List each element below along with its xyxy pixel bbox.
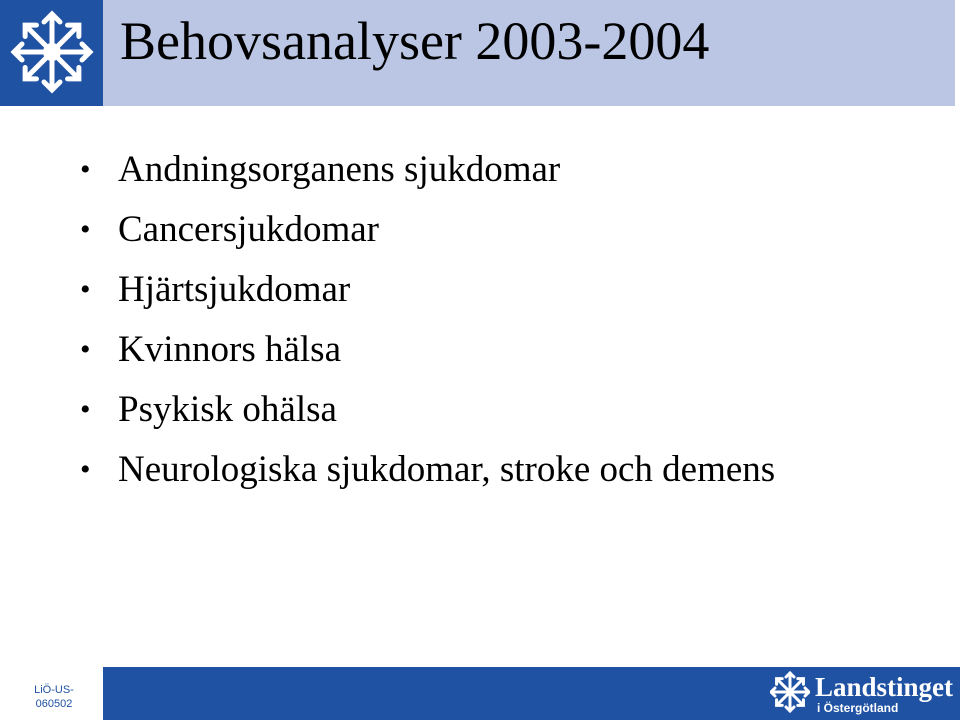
bullet-dot: •: [80, 393, 91, 426]
list-item-text: Neurologiska sjukdomar, stroke och demens: [118, 449, 776, 490]
list-item-text: Cancersjukdomar: [118, 209, 379, 250]
list-item: [80, 320, 775, 380]
bullet-list: [80, 140, 775, 500]
list-item-text: Hjärtsjukdomar: [118, 269, 351, 310]
bullet-dot: •: [80, 153, 91, 186]
list-item: [80, 140, 775, 200]
logo-box: [0, 0, 103, 106]
bullet-dot: •: [80, 453, 91, 486]
flower-emblem-icon: [10, 8, 94, 96]
brand-subtitle: i Östergötland: [817, 701, 899, 715]
list-item-text: Andningsorganens sjukdomar: [118, 149, 561, 190]
flower-emblem-icon: [770, 669, 810, 715]
brand-name: Landstinget: [815, 672, 954, 702]
bullet-dot: •: [80, 213, 91, 246]
list-item: [80, 440, 775, 500]
list-item-text: Psykisk ohälsa: [118, 389, 337, 430]
slide-title: Behovsanalyser 2003-2004: [120, 11, 710, 71]
document-code-line2: 060502: [35, 698, 73, 710]
document-code-line1: LiÖ-US-: [34, 684, 74, 696]
list-item-text: Kvinnors hälsa: [118, 329, 341, 370]
list-item: [80, 260, 775, 320]
bullet-dot: •: [80, 333, 91, 366]
bullet-dot: •: [80, 273, 91, 306]
list-item: [80, 200, 775, 260]
list-item: [80, 380, 775, 440]
document-code: [24, 683, 84, 711]
